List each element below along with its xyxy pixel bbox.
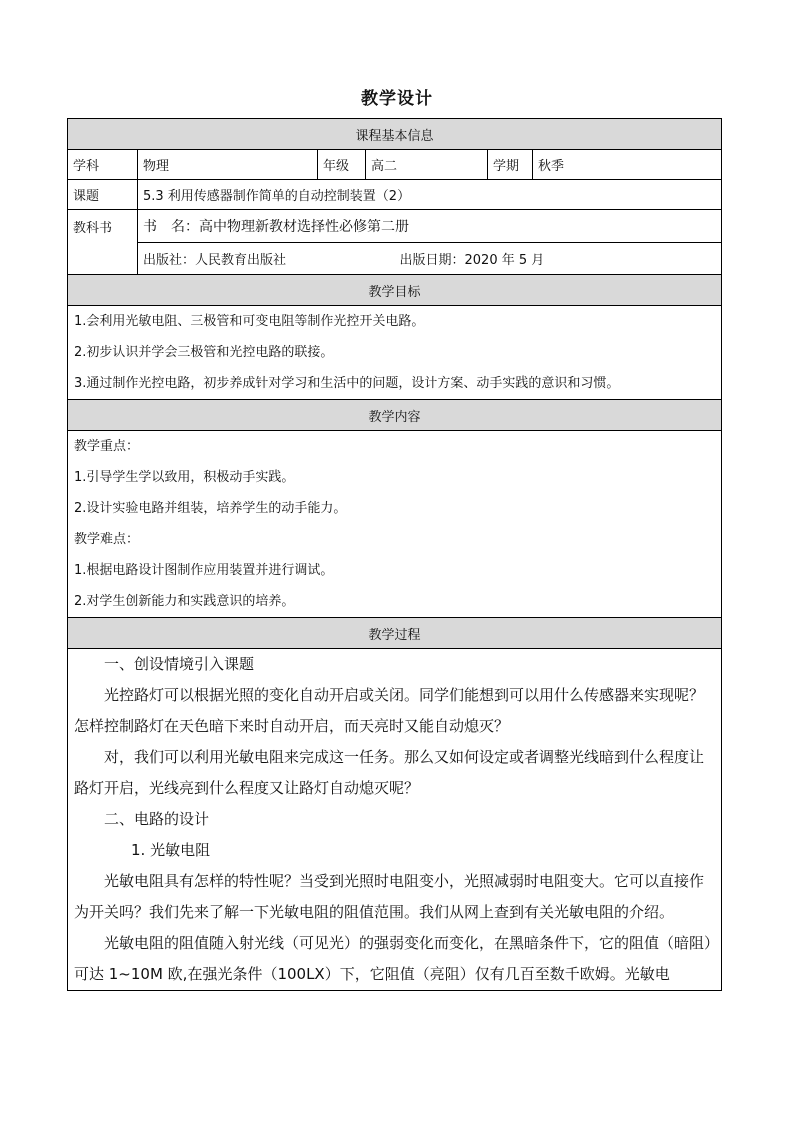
content-item: 1.根据电路设计图制作应用装置并进行调试。 — [74, 563, 334, 578]
topic-label: 课题 — [68, 180, 138, 210]
section-header-content: 教学内容 — [68, 400, 722, 431]
grade-value: 高二 — [366, 150, 488, 180]
content-item: 教学重点： — [74, 439, 140, 454]
process-cell — [68, 649, 722, 991]
subject-label: 学科 — [68, 150, 138, 180]
process-heading-1: 一、创设情境引入课题 — [104, 655, 255, 673]
topic-value: 5.3 利用传感器制作简单的自动控制装置（2） — [138, 180, 722, 210]
term-label: 学期 — [488, 150, 533, 180]
process-heading-3: 1. 光敏电阻 — [131, 841, 211, 859]
section-header-process: 教学过程 — [68, 618, 722, 649]
lesson-plan-table — [67, 118, 722, 991]
section-header-basic: 课程基本信息 — [68, 119, 722, 150]
goal-item: 1.会利用光敏电阻、三极管和可变电阻等制作光控开关电路。 — [74, 314, 425, 329]
process-paragraph: 光敏电阻具有怎样的特性呢？当受到光照时电阻变小，光照减弱时电阻变大。它可以直接作为开关吗？我们先来了解一下光敏电阻的阻值范围。我们从网上查到有关光敏电阻的介绍。 — [74, 872, 705, 921]
subject-value: 物理 — [138, 150, 318, 180]
goal-item: 2.初步认识并学会三极管和光控电路的联接。 — [74, 345, 334, 360]
process-paragraph: 对，我们可以利用光敏电阻来完成这一任务。那么又如何设定或者调整光线暗到什么程度让路灯开启，光线亮到什么程度又让路灯自动熄灭呢？ — [74, 748, 705, 797]
goals-cell — [68, 306, 722, 400]
content-cell — [68, 431, 722, 618]
process-paragraph: 光控路灯可以根据光照的变化自动开启或关闭。同学们能想到可以用什么传感器来实现呢？怎样控制路灯在天色暗下来时自动开启，而天亮时又能自动熄灭？ — [74, 686, 705, 735]
process-paragraph: 光敏电阻的阻值随入射光线（可见光）的强弱变化而变化，在黑暗条件下，它的阻值（暗阻）可达 1~10M 欧,在强光条件（100LX）下，它阻值（亮阻）仅有几百至数千欧姆。光敏电 — [74, 934, 712, 983]
section-header-goals: 教学目标 — [68, 275, 722, 306]
publish-date: 出版日期：2020 年 5 月 — [366, 243, 722, 275]
textbook-label: 教科书 — [68, 210, 138, 275]
content-item: 2.对学生创新能力和实践意识的培养。 — [74, 594, 295, 609]
textbook-name: 书 名：高中物理新教材选择性必修第二册 — [138, 210, 722, 243]
process-heading-2: 二、电路的设计 — [104, 810, 210, 828]
goal-item: 3.通过制作光控电路，初步养成针对学习和生活中的问题，设计方案、动手实践的意识和习惯。 — [74, 376, 620, 391]
grade-label: 年级 — [318, 150, 366, 180]
publisher: 出版社：人民教育出版社 — [138, 243, 366, 275]
content-item: 2.设计实验电路并组装，培养学生的动手能力。 — [74, 501, 347, 516]
content-item: 1.引导学生学以致用，积极动手实践。 — [74, 470, 295, 485]
content-item: 教学难点： — [74, 532, 140, 547]
term-value: 秋季 — [533, 150, 722, 180]
page-title: 教学设计 — [361, 89, 433, 109]
